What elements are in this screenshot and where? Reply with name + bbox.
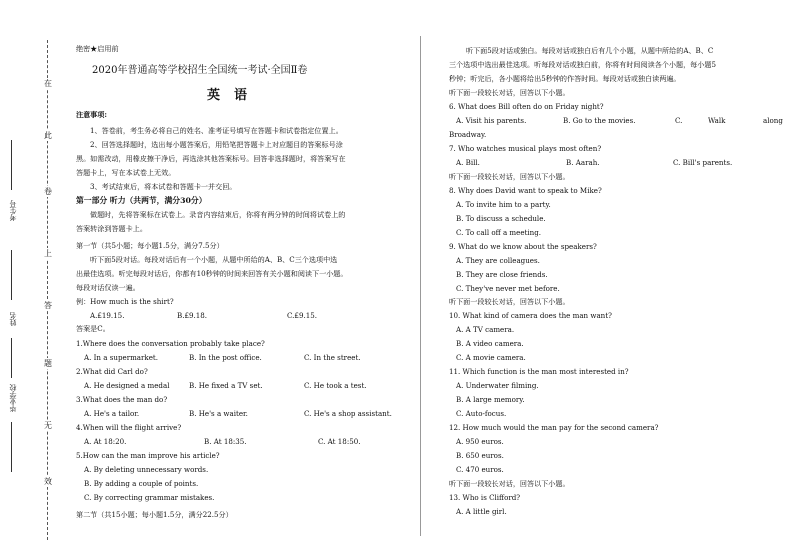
option: C. 470 euros. [456, 465, 504, 474]
section2-intro: 听下面5段对话或独白。每段对话或独白后有几个小题，从题中所给的A、B、C [466, 46, 714, 55]
question: 4.When will the flight arrive? [76, 423, 182, 432]
secret-label: 绝密★启用前 [76, 44, 119, 53]
underline [11, 422, 12, 472]
option: C. In the street. [304, 353, 361, 362]
option: A. A TV camera. [456, 325, 515, 334]
option: C. They've never met before. [456, 284, 560, 293]
section2-intro: 秒钟；听完后，各小题将给出5秒钟的作答时间。每段对话或独白读两遍。 [449, 74, 681, 83]
section1-intro: 出最佳选项。听完每段对话后，你都有10秒钟的时间来回答有关小题和阅读下一小题。 [76, 269, 348, 278]
option: C. He took a test. [304, 381, 367, 390]
binding-char: 无 [44, 421, 52, 430]
listen-instruction: 听下面一段较长对话，回答以下小题。 [449, 88, 570, 97]
option: A. A little girl. [456, 507, 507, 516]
question: 3.What does the man do? [76, 395, 168, 404]
listen-instruction: 听下面一段较长对话，回答以下小题。 [449, 479, 570, 488]
section2-heading: 第二节（共15小题；每小题1.5分，满分22.5分） [76, 510, 233, 519]
note-line: 2、回答选择题时，选出每小题答案后，用铅笔把答题卡上对应题目的答案标号涂 [90, 140, 343, 149]
option: B. He's a waiter. [189, 409, 248, 418]
binding-char: 在 [44, 79, 52, 88]
binding-char: 效 [44, 477, 52, 486]
option: B. In the post office. [189, 353, 262, 362]
option: C. At 18:50. [318, 437, 361, 446]
underline [11, 250, 12, 300]
question: 6. What does Bill often do on Friday night? [449, 102, 604, 111]
notes-heading: 注意事项: [76, 110, 107, 119]
option: B. 650 euros. [456, 451, 504, 460]
option: B. To discuss a schedule. [456, 214, 546, 223]
example-option: B.£9.18. [177, 311, 208, 320]
option: along [763, 116, 783, 125]
question: 11. Which function is the man most interested in? [449, 367, 629, 376]
option: A. They are colleagues. [456, 256, 540, 265]
option: B. By adding a couple of points. [84, 479, 199, 488]
option: C. Auto-focus. [456, 409, 507, 418]
option: C. A movie camera. [456, 353, 526, 362]
section2-intro: 三个选项中选出最佳选项。听每段对话或独白前，你将有时间阅读各个小题，每小题5 [449, 60, 716, 69]
question: 12. How much would the man pay for the second camera? [449, 423, 659, 432]
underline [11, 140, 12, 190]
note-line: 黑。如需改动，用橡皮擦干净后，再选涂其他答案标号。回答非选择题时，将答案写在 [76, 154, 346, 163]
note-line: 答题卡上，写在本试卷上无效。 [76, 168, 176, 177]
option: A. He's a tailor. [84, 409, 140, 418]
option: A. 950 euros. [456, 437, 504, 446]
part1-intro: 答案转涂到答题卡上。 [76, 224, 147, 233]
option: B. Go to the movies. [563, 116, 636, 125]
name-label: 姓名 [9, 312, 17, 326]
binding-dashed-line [47, 40, 48, 540]
option: A. Visit his parents. [456, 116, 527, 125]
example-answer: 答案是C。 [76, 324, 110, 333]
column-divider [420, 36, 421, 536]
option: A. By deleting unnecessary words. [84, 465, 209, 474]
option: B. At 18:35. [204, 437, 247, 446]
option: B. A large memory. [456, 395, 525, 404]
option: A. He designed a medal [84, 381, 170, 390]
subject-title: 英语 [207, 88, 262, 103]
option: A. Bill. [456, 158, 480, 167]
part1-intro: 做题时，先将答案标在试卷上。录音内容结束后，你将有两分钟的时间将试卷上的 [90, 210, 346, 219]
option: A. Underwater filming. [456, 381, 539, 390]
exam-title: 2020年普通高等学校招生全国统一考试·全国Ⅱ卷 [92, 65, 308, 76]
listen-instruction: 听下面一段较长对话，回答以下小题。 [449, 297, 570, 306]
option: B. They are close friends. [456, 270, 548, 279]
question: 13. Who is Clifford? [449, 493, 521, 502]
question: 5.How can the man improve his article? [76, 451, 220, 460]
note-line: 1、答卷前，考生务必将自己的姓名、准考证号填写在答题卡和试卷指定位置上。 [90, 126, 343, 135]
part1-heading: 第一部分 听力（共两节，满分30分） [76, 196, 207, 205]
example-question: 例：How much is the shirt? [76, 297, 174, 306]
option-continued: Broadway. [449, 130, 487, 139]
binding-char: 卷 [44, 187, 52, 196]
section1-intro: 听下面5段对话。每段对话后有一个小题，从题中所给的A、B、C三个选项中选 [90, 255, 338, 264]
option: C. [675, 116, 683, 125]
option: B. A video camera. [456, 339, 524, 348]
question: 1.Where does the conversation probably take place? [76, 339, 265, 348]
listen-instruction: 听下面一段较长对话，回答以下小题。 [449, 172, 570, 181]
example-option: C.£9.15. [287, 311, 317, 320]
option: C. Bill's parents. [673, 158, 733, 167]
question: 2.What did Carl do? [76, 367, 148, 376]
binding-char: 此 [44, 131, 52, 140]
option: B. He fixed a TV set. [189, 381, 263, 390]
question: 9. What do we know about the speakers? [449, 242, 597, 251]
option: A. At 18:20. [84, 437, 127, 446]
candidate-number-label: 考生号 [9, 200, 17, 221]
underline [11, 338, 12, 378]
question: 7. Who watches musical plays most often? [449, 144, 602, 153]
binding-char: 答 [44, 301, 52, 310]
binding-char: 上 [44, 249, 52, 258]
option: B. Aarah. [566, 158, 600, 167]
option: C. By correcting grammar mistakes. [84, 493, 215, 502]
option: C. He's a shop assistant. [304, 409, 392, 418]
option: Walk [708, 116, 726, 125]
option: A. In a supermarket. [84, 353, 159, 362]
note-line: 3、考试结束后，将本试卷和答题卡一并交回。 [90, 182, 237, 191]
option: C. To call off a meeting. [456, 228, 542, 237]
binding-char: 题 [44, 359, 52, 368]
question: 10. What kind of camera does the man want? [449, 311, 612, 320]
section1-heading: 第一节（共5小题；每小题1.5分，满分7.5分） [76, 241, 224, 250]
school-label: 毕业学校 [9, 384, 17, 412]
section1-intro: 每段对话仅读一遍。 [76, 283, 140, 292]
option: A. To invite him to a party. [456, 200, 551, 209]
example-option: A.£19.15. [90, 311, 125, 320]
question: 8. Why does David want to speak to Mike? [449, 186, 602, 195]
